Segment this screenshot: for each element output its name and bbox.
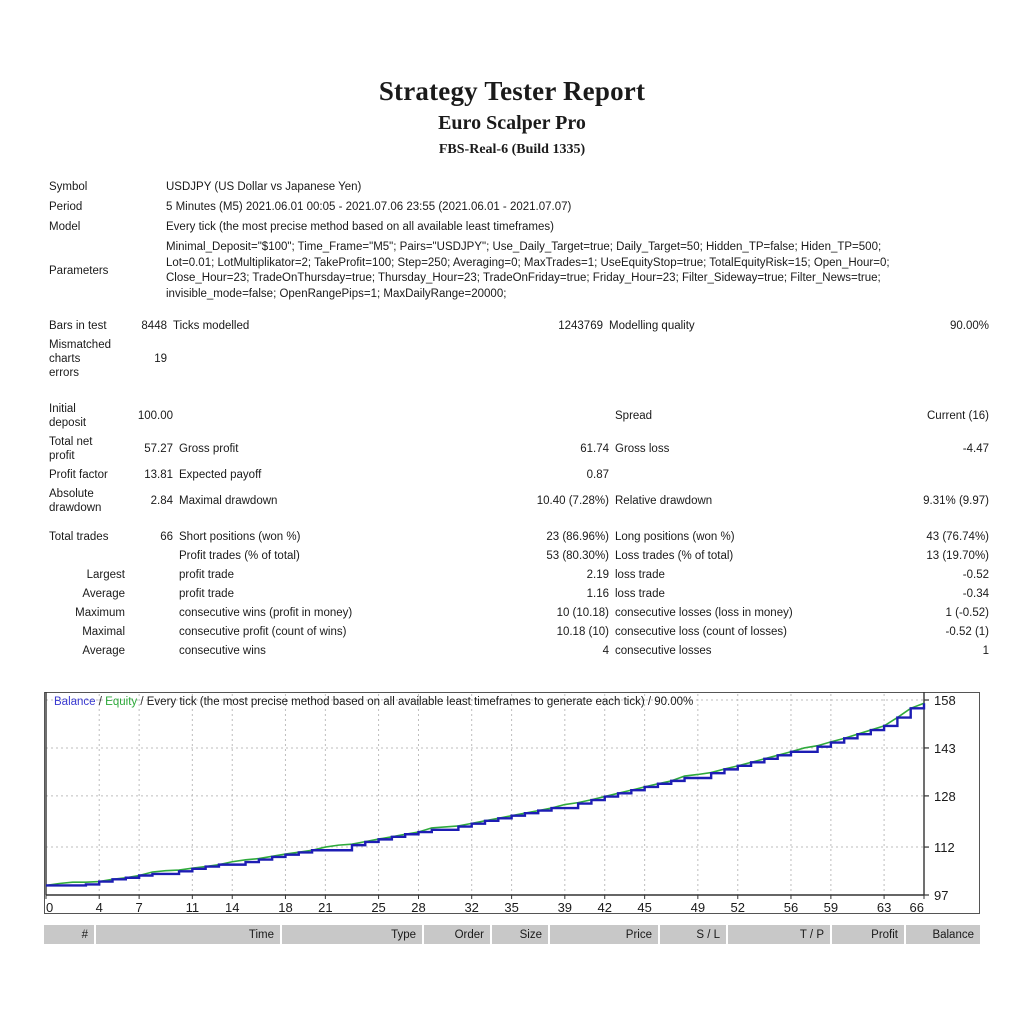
absolute-drawdown-value: 2.84 [150, 495, 173, 508]
trades-column-header-s-l[interactable]: S / L [660, 925, 728, 944]
trades-column-header-balance[interactable]: Balance [906, 925, 980, 944]
absolute-drawdown-label-line-1: Absolute [49, 488, 94, 501]
symbol-value: USDJPY (US Dollar vs Japanese Yen) [166, 181, 362, 193]
relative-drawdown-value: 9.31% (9.97) [923, 495, 989, 508]
x-axis-tick-label: 11 [185, 900, 200, 914]
maximum-label: Maximum [75, 607, 125, 620]
avg-consecutive-wins-label: consecutive wins [179, 645, 266, 658]
balance-equity-chart [44, 692, 980, 914]
legend-description: Every tick (the most precise method based on all available least timeframes to generate each tick) / 90.00% [146, 696, 694, 708]
trades-column-header-size[interactable]: Size [492, 925, 550, 944]
x-axis-tick-label: 21 [318, 900, 333, 914]
average-label: Average [82, 588, 125, 601]
expected-payoff-label: Expected payoff [179, 469, 262, 482]
chart-canvas [44, 692, 980, 914]
x-axis-tick-label: 39 [557, 900, 573, 914]
loss-trades-value: 13 (19.70%) [926, 550, 989, 563]
initial-deposit-label-line-1: Initial [49, 403, 76, 416]
trades-column-header-profit[interactable]: Profit [832, 925, 906, 944]
gross-loss-label: Gross loss [615, 443, 670, 456]
y-axis-tick-label: 128 [934, 788, 956, 804]
info-row-model [49, 218, 989, 238]
largest-label: Largest [86, 569, 125, 582]
total-net-profit-label-line-2: profit [49, 450, 75, 463]
spread-label: Spread [615, 410, 653, 423]
y-axis-tick-label: 97 [934, 888, 949, 903]
initial-deposit-label [49, 400, 131, 433]
y-axis-tick-label: 143 [934, 740, 956, 756]
trades-column-header-t-p[interactable]: T / P [728, 925, 832, 944]
parameters-line-3: Close_Hour=23; TradeOnThursday=true; Thursday_Hour=23; TradeOnFriday=true; Friday_Hour=23; Filter_Sideway=true; Filter_News=true; [166, 272, 881, 285]
stats-row-initial-deposit [49, 400, 989, 433]
average-profit-trade-value: 1.16 [586, 588, 609, 601]
mismatched-charts-errors-label [49, 336, 125, 383]
report-title-block [0, 0, 1024, 160]
total-net-profit-value: 57.27 [144, 443, 173, 456]
maximal-drawdown-label: Maximal drawdown [179, 495, 278, 508]
initial-deposit-label-line-2: deposit [49, 417, 87, 430]
maximal-consecutive-profit-value: 10.18 (10) [556, 626, 609, 639]
x-axis-tick-label: 18 [278, 900, 293, 914]
stats-row-average-consecutive [49, 642, 989, 661]
trades-column-header-type[interactable]: Type [282, 925, 424, 944]
short-positions-label: Short positions (won %) [179, 531, 301, 544]
initial-deposit-value: 100.00 [137, 410, 173, 423]
x-axis-tick-label: 0 [46, 900, 54, 914]
bars-in-test-value: 8448 [141, 320, 167, 333]
ea-name: Euro Scalper Pro [438, 112, 586, 134]
mismatched-charts-errors-value: 19 [154, 353, 167, 366]
gross-profit-label: Gross profit [179, 443, 239, 456]
legend-equity: Equity [105, 696, 138, 708]
x-axis-tick-label: 25 [371, 900, 386, 914]
info-row-period [49, 198, 989, 218]
profit-trades-value: 53 (80.30%) [546, 550, 609, 563]
stats-row-profit-factor [49, 466, 989, 485]
avg-consecutive-losses-label: consecutive losses [615, 645, 712, 658]
maximal-consecutive-loss-label: consecutive loss (count of losses) [615, 626, 787, 639]
profit-factor-label: Profit factor [49, 469, 108, 482]
modelling-quality-label: Modelling quality [609, 320, 695, 333]
x-axis-tick-label: 59 [823, 900, 839, 914]
total-trades-label: Total trades [49, 531, 109, 544]
stats-row-largest [49, 566, 989, 585]
absolute-drawdown-label-line-2: drawdown [49, 502, 102, 515]
maximal-consecutive-profit-label: consecutive profit (count of wins) [179, 626, 347, 639]
stats-table-results [49, 400, 989, 661]
x-axis-tick-label: 35 [504, 900, 519, 914]
relative-drawdown-label: Relative drawdown [615, 495, 713, 508]
info-row-parameters [49, 238, 989, 305]
stats-row-maximal [49, 623, 989, 642]
mismatched-label-line-3: errors [49, 367, 80, 380]
parameters-line-2: Lot=0.01; LotMultiplikator=2; TakeProfit=100; Step=250; Averaging=0; MaxTrades=1; UseEquityStop=true; TotalEquityRisk=15; Open_Hour=0; [166, 256, 890, 269]
ticks-modelled-value: 1243769 [558, 320, 603, 333]
model-value: Every tick (the most precise method based on all available least timeframes) [166, 221, 554, 233]
expected-payoff-value: 0.87 [586, 469, 609, 482]
y-axis-tick-label: 112 [934, 840, 955, 856]
profit-factor-value: 13.81 [144, 469, 173, 482]
x-axis-tick-label: 14 [225, 900, 240, 914]
y-axis-tick-label: 158 [934, 693, 956, 708]
stats-row-absolute-drawdown [49, 485, 989, 518]
stats-row-mismatched-errors [49, 336, 989, 383]
spread-value: Current (16) [927, 410, 989, 423]
x-axis-tick-label: 7 [135, 900, 143, 914]
parameters-value [166, 238, 989, 305]
mismatched-label-line-1: Mismatched [49, 339, 111, 352]
server-build: FBS-Real-6 (Build 1335) [438, 142, 586, 157]
modelling-quality-value: 90.00% [949, 320, 989, 333]
total-net-profit-label-line-1: Total net [49, 436, 93, 449]
trades-column-header-time[interactable]: Time [96, 925, 282, 944]
avg-consecutive-wins-value: 4 [602, 645, 609, 658]
trades-table-header [44, 925, 980, 944]
model-label: Model [49, 221, 81, 233]
maximal-drawdown-value: 10.40 (7.28%) [536, 495, 609, 508]
x-axis-tick-label: 45 [637, 900, 652, 914]
stats-row-profit-trades [49, 547, 989, 566]
ticks-modelled-label: Ticks modelled [173, 320, 250, 333]
stats-row-bars-in-test [49, 317, 989, 336]
mismatched-label-line-2: charts [49, 353, 81, 366]
x-axis-tick-label: 42 [597, 900, 612, 914]
stats-row-maximum [49, 604, 989, 623]
stats-spacer [49, 518, 989, 528]
report-info-table [49, 178, 989, 305]
maximal-consecutive-loss-value: -0.52 (1) [945, 626, 989, 639]
x-axis-tick-label: 63 [876, 900, 892, 914]
legend-balance: Balance [54, 696, 96, 708]
trades-column-header-order[interactable]: Order [424, 925, 492, 944]
total-trades-value: 66 [160, 531, 173, 544]
trades-column-header-price[interactable]: Price [550, 925, 660, 944]
largest-loss-trade-value: -0.52 [962, 569, 989, 582]
average-profit-trade-label: profit trade [179, 588, 234, 601]
average-loss-trade-label: loss trade [615, 588, 665, 601]
avg-consecutive-losses-value: 1 [982, 645, 989, 658]
largest-profit-trade-label: profit trade [179, 569, 234, 582]
period-label: Period [49, 201, 83, 213]
bars-in-test-label: Bars in test [49, 320, 107, 333]
stats-row-average [49, 585, 989, 604]
page-title: Strategy Tester Report [378, 76, 646, 106]
profit-trades-label: Profit trades (% of total) [179, 550, 300, 563]
stats-row-total-trades [49, 528, 989, 547]
symbol-label: Symbol [49, 181, 88, 193]
parameters-label: Parameters [49, 264, 109, 277]
average-loss-trade-value: -0.34 [962, 588, 989, 601]
x-axis-tick-label: 52 [730, 900, 745, 914]
parameters-line-1: Minimal_Deposit="$100"; Time_Frame="M5"; Pairs="USDJPY"; Use_Daily_Target=true; Daily_Target=50; Hidden_TP=false; Hiden_TP=500; [166, 241, 882, 253]
stats-table-modelling [49, 317, 989, 383]
info-row-symbol [49, 178, 989, 198]
short-positions-value: 23 (86.96%) [546, 531, 609, 544]
loss-trades-label: Loss trades (% of total) [615, 550, 734, 563]
gross-profit-value: 61.74 [580, 443, 609, 456]
total-net-profit-label [49, 433, 131, 466]
absolute-drawdown-label [49, 485, 131, 518]
long-positions-value: 43 (76.74%) [926, 531, 989, 544]
legend-separator-2: / [140, 696, 144, 708]
trades-column-header-[interactable]: # [44, 925, 96, 944]
parameters-line-4: invisible_mode=false; OpenRangePips=1; MaxDailyRange=20000; [166, 287, 507, 300]
largest-loss-trade-label: loss trade [615, 569, 665, 582]
gross-loss-value: -4.47 [962, 443, 989, 456]
long-positions-label: Long positions (won %) [615, 531, 735, 544]
max-consecutive-losses-label: consecutive losses (loss in money) [615, 607, 793, 620]
period-value: 5 Minutes (M5) 2021.06.01 00:05 - 2021.07.06 23:55 (2021.06.01 - 2021.07.07) [166, 201, 572, 213]
stats-row-total-net-profit [49, 433, 989, 466]
maximal-label: Maximal [82, 626, 125, 639]
x-axis-tick-label: 4 [95, 900, 103, 914]
x-axis-tick-label: 28 [411, 900, 426, 914]
max-consecutive-wins-value: 10 (10.18) [556, 607, 609, 620]
x-axis-tick-label: 56 [783, 900, 799, 914]
legend-separator-1: / [98, 696, 102, 708]
average2-label: Average [82, 645, 125, 658]
x-axis-tick-label: 32 [464, 900, 479, 914]
largest-profit-trade-value: 2.19 [586, 569, 609, 582]
x-axis-tick-label: 49 [690, 900, 706, 914]
chart-legend [54, 695, 693, 709]
max-consecutive-losses-value: 1 (-0.52) [945, 607, 989, 620]
max-consecutive-wins-label: consecutive wins (profit in money) [179, 607, 353, 620]
x-axis-tick-label: 66 [909, 900, 924, 914]
